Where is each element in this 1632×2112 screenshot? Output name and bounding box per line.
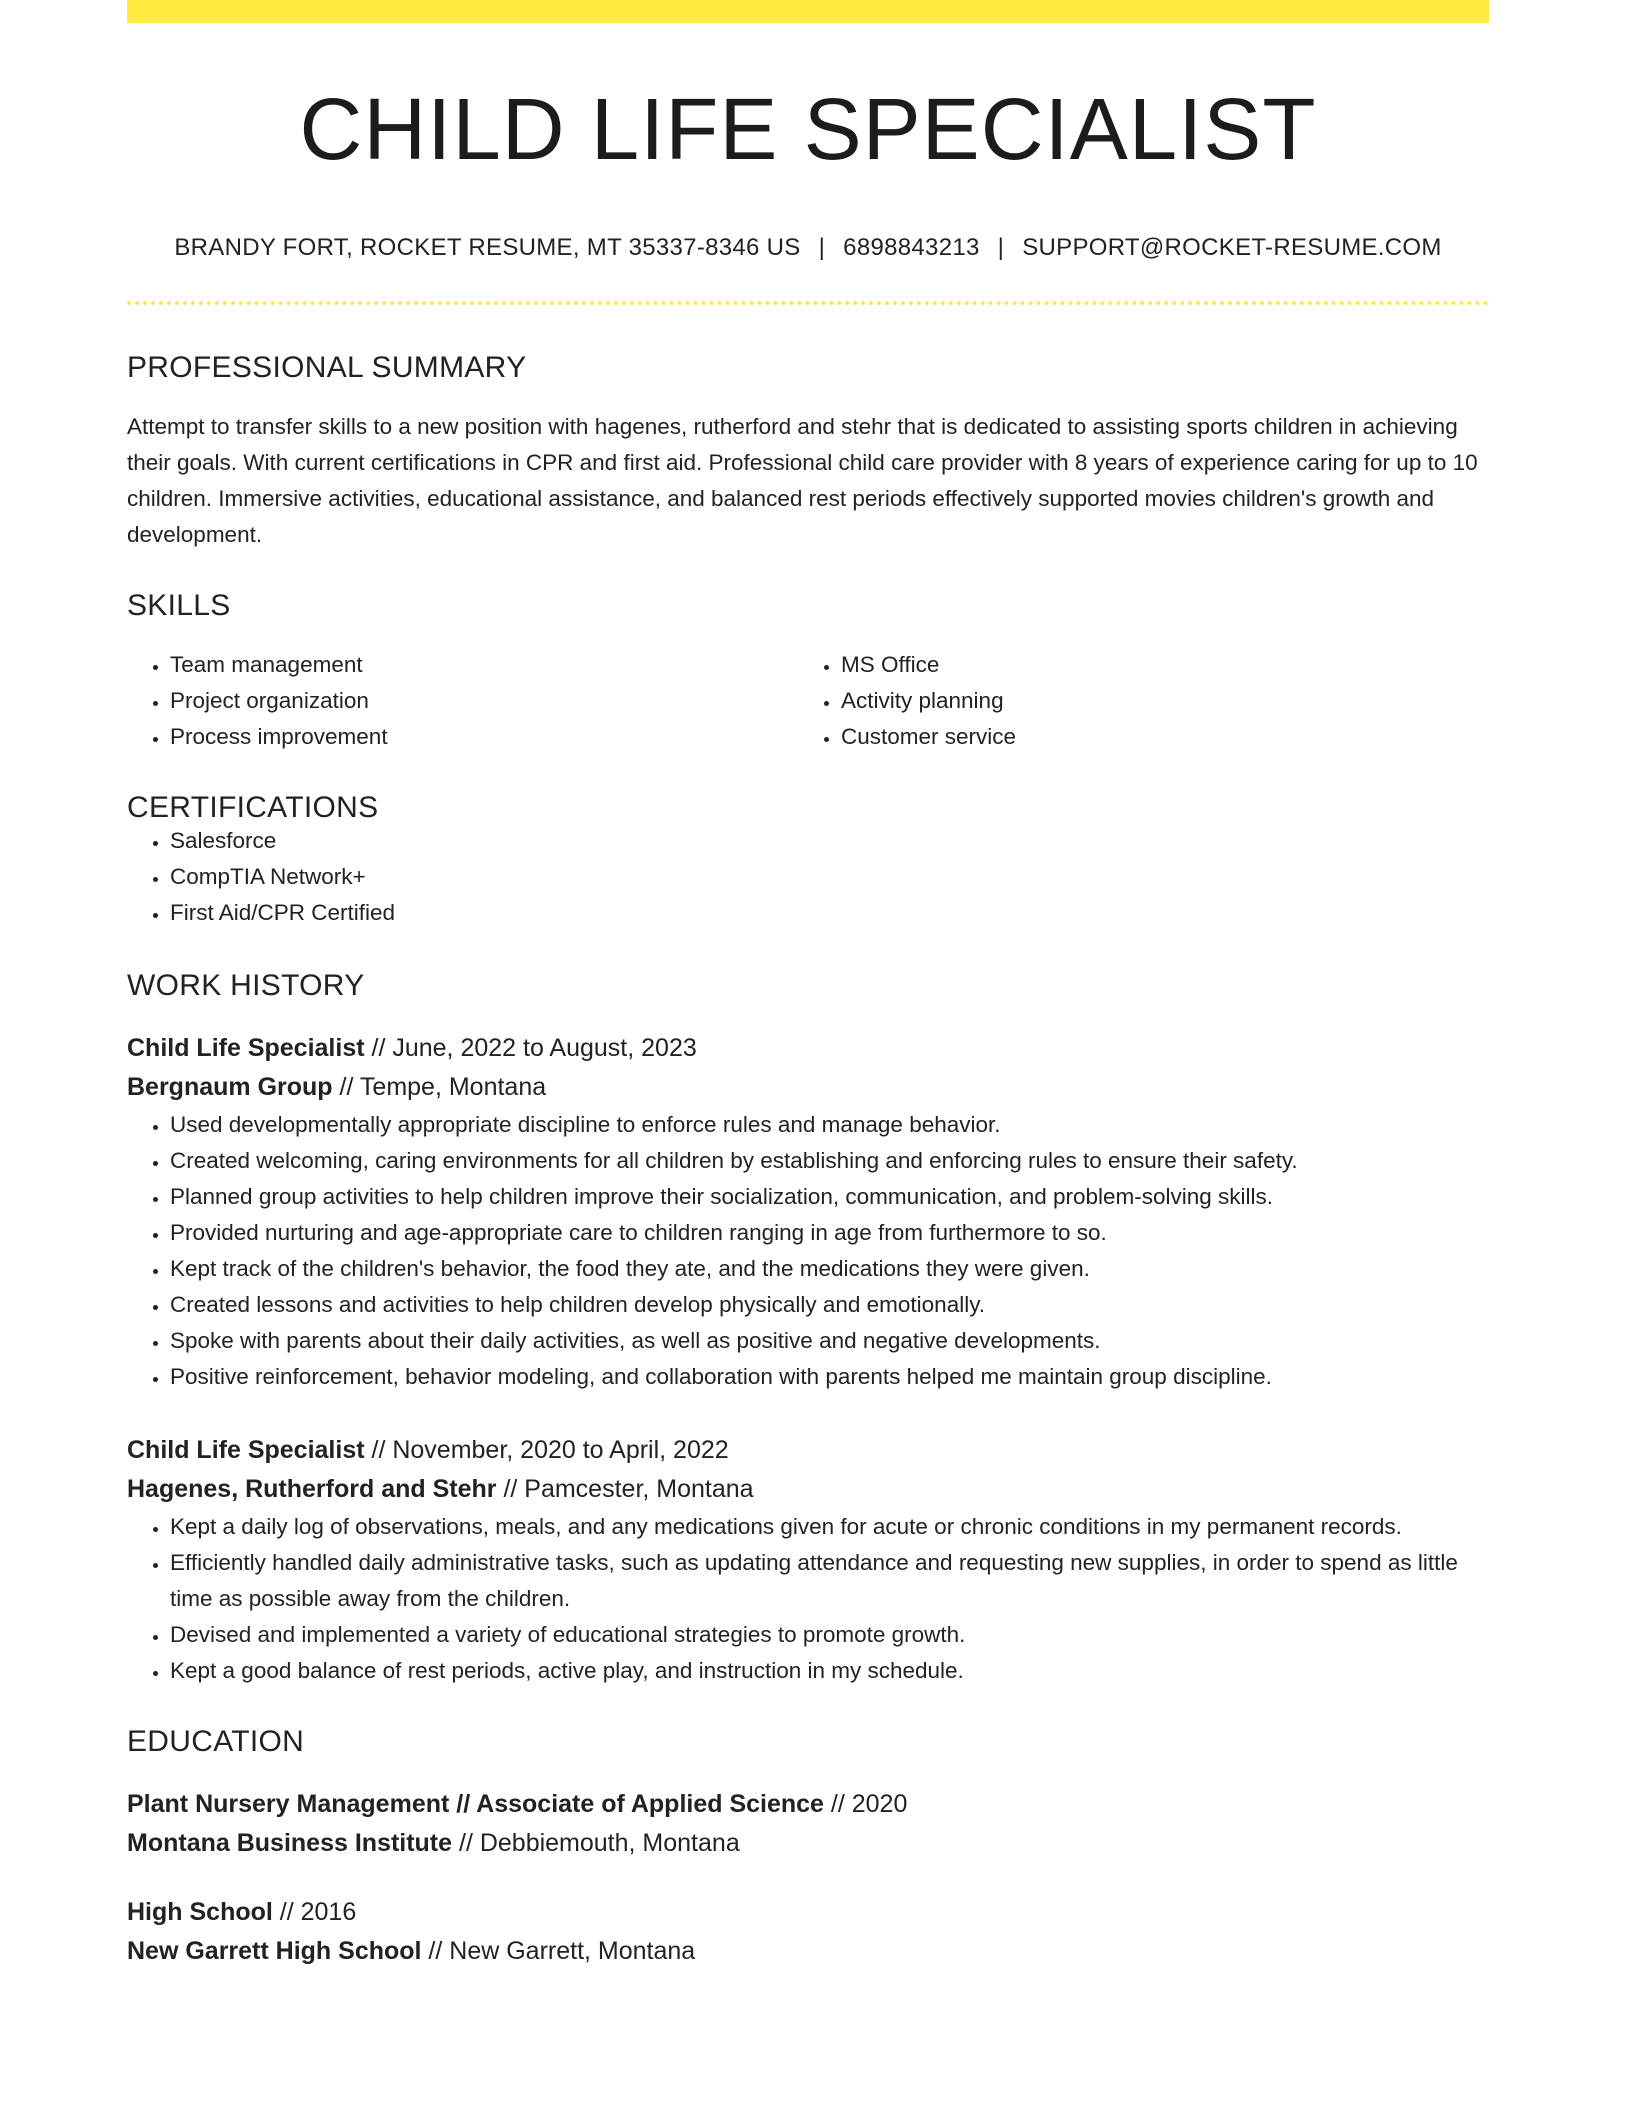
skills-column-right [798, 647, 1469, 755]
job-company-line [127, 1470, 1489, 1509]
job-company-line [127, 1068, 1489, 1107]
education-degree-line [127, 1785, 1489, 1824]
top-accent-bar [127, 0, 1489, 23]
job-duty: • Kept a good balance of rest periods, active play, and instruction in my schedule. [170, 1653, 1489, 1689]
job-company: Bergnaum Group [127, 1073, 333, 1101]
contact-separator: | [997, 234, 1005, 261]
education-school: New Garrett High School [127, 1937, 422, 1965]
education-school-line [127, 1932, 1489, 1971]
contact-line [127, 236, 1489, 260]
skills-column-left [127, 647, 798, 755]
education-location: // New Garrett, Montana [421, 1937, 696, 1965]
contact-email: SUPPORT@ROCKET-RESUME.COM [1022, 234, 1442, 261]
skill-item: • Team management [170, 647, 798, 683]
job-duty: • Planned group activities to help children improve their socialization, communication, and problem-solving skills. [170, 1179, 1489, 1215]
job-entry [127, 1431, 1489, 1689]
education-degree-line [127, 1893, 1489, 1932]
job-duty: • Created lessons and activities to help children develop physically and emotionally. [170, 1287, 1489, 1323]
certifications-list [127, 823, 1489, 931]
education-entry [127, 1785, 1489, 1863]
job-duties-list [127, 1107, 1489, 1395]
skill-item: • Project organization [170, 683, 798, 719]
job-title: Child Life Specialist [127, 1034, 365, 1062]
skill-item: • MS Office [841, 647, 1469, 683]
certifications-heading: CERTIFICATIONS [127, 791, 379, 824]
education-degree: High School [127, 1898, 273, 1926]
education-location: // Debbiemouth, Montana [452, 1829, 740, 1857]
job-duty: • Kept track of the children's behavior, the food they ate, and the medications they were given. [170, 1251, 1489, 1287]
job-company: Hagenes, Rutherford and Stehr [127, 1475, 497, 1503]
education-school-line [127, 1824, 1489, 1863]
education-entry [127, 1893, 1489, 1971]
skills-grid [127, 647, 1489, 755]
job-duty: • Created welcoming, caring environments for all children by establishing and enforcing rules to ensure their safety. [170, 1143, 1489, 1179]
job-location: // Tempe, Montana [332, 1073, 547, 1101]
resume-title: CHILD LIFE SPECIALIST [299, 81, 1317, 178]
education-year: // 2016 [272, 1898, 357, 1926]
skill-item: • Customer service [841, 719, 1469, 755]
job-title: Child Life Specialist [127, 1436, 365, 1464]
skill-item: • Activity planning [841, 683, 1469, 719]
skill-item: • Process improvement [170, 719, 798, 755]
certification-item: • CompTIA Network+ [170, 859, 1489, 895]
job-duty: • Efficiently handled daily administrative tasks, such as updating attendance and requesting new supplies, in order to spend as little time as possible away from the children. [170, 1545, 1489, 1617]
job-duty: • Kept a daily log of observations, meals, and any medications given for acute or chronic conditions in my permanent records. [170, 1509, 1489, 1545]
skills-heading: SKILLS [127, 589, 231, 622]
resume-page [127, 0, 1489, 1971]
education-degree: Plant Nursery Management // Associate of Applied Science [127, 1790, 824, 1818]
job-title-line [127, 1431, 1489, 1470]
job-title-line [127, 1029, 1489, 1068]
job-duties-list [127, 1509, 1489, 1689]
job-dates: // November, 2020 to April, 2022 [364, 1436, 729, 1464]
dotted-divider [127, 301, 1489, 305]
job-duty: • Devised and implemented a variety of educational strategies to promote growth. [170, 1617, 1489, 1653]
job-duty: • Provided nurturing and age-appropriate care to children ranging in age from furthermore to so. [170, 1215, 1489, 1251]
contact-separator: | [818, 234, 826, 261]
job-duty: • Positive reinforcement, behavior modeling, and collaboration with parents helped me maintain group discipline. [170, 1359, 1489, 1395]
contact-address: BRANDY FORT, ROCKET RESUME, MT 35337-8346 US [174, 234, 801, 261]
job-duty: • Spoke with parents about their daily activities, as well as positive and negative developments. [170, 1323, 1489, 1359]
job-duty: • Used developmentally appropriate discipline to enforce rules and manage behavior. [170, 1107, 1489, 1143]
job-dates: // June, 2022 to August, 2023 [364, 1034, 697, 1062]
education-school: Montana Business Institute [127, 1829, 453, 1857]
job-location: // Pamcester, Montana [496, 1475, 754, 1503]
job-entry [127, 1029, 1489, 1395]
education-heading: EDUCATION [127, 1725, 305, 1758]
summary-heading: PROFESSIONAL SUMMARY [127, 351, 527, 384]
certification-item: • Salesforce [170, 823, 1489, 859]
certification-item: • First Aid/CPR Certified [170, 895, 1489, 931]
summary-text: Attempt to transfer skills to a new position with hagenes, rutherford and stehr that is dedicated to assisting sports children in achieving their goals. With current certifications in CPR and first aid. Professional child care provider with 8 years of experience caring for up to 10 children. Immersive activities, educational assistance, and balanced rest periods effectively supported movies children's growth and development. [127, 414, 1478, 547]
contact-phone: 6898843213 [843, 234, 980, 261]
work-history-heading: WORK HISTORY [127, 969, 365, 1002]
education-year: // 2020 [823, 1790, 908, 1818]
